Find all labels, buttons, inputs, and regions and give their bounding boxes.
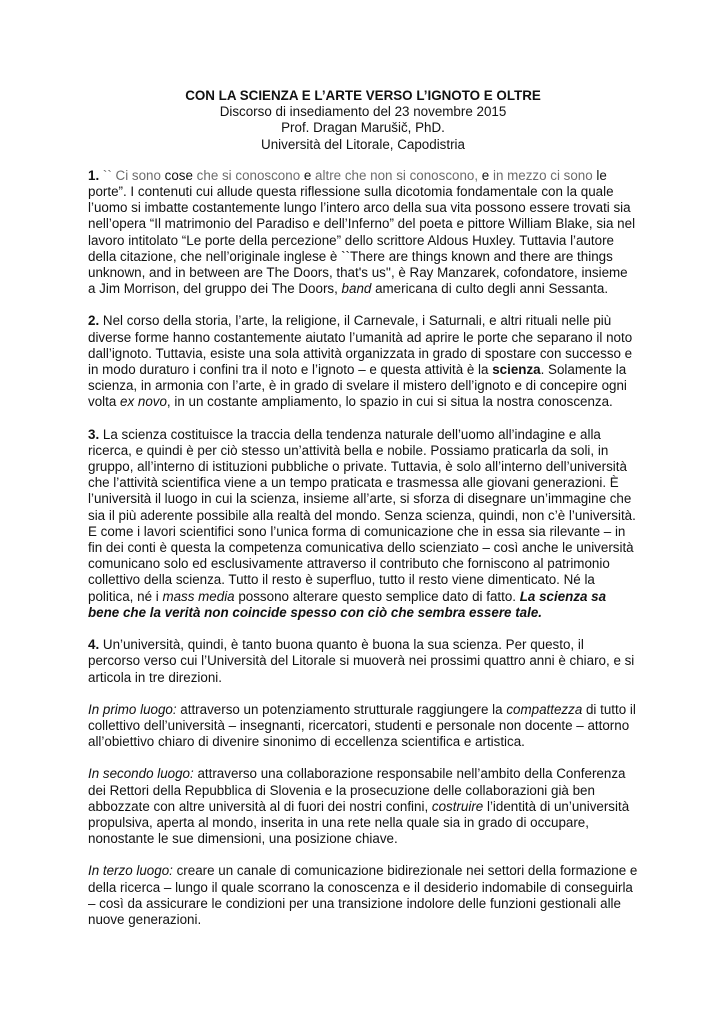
paragraph-2 (88, 313, 638, 410)
paragraph-text: Nel corso della storia, l’arte, la religione, il Carnevale, i Saturnali, e altri rituali nelle più diverse forme hanno costantemente aiutato l’umanità ad aprire le porte che separano il noto dall’ignoto. Tuttavia, esiste una sola attività organizzata in grado di spostare con successo e in modo duraturo i confini tra il noto e l’ignoto – e questa attività è la (88, 313, 633, 378)
bold-italic-text: La scienza sa bene che la verità non coincide spesso con ciò che sembra essere tale. (88, 588, 607, 620)
lead-in: In primo luogo: (88, 701, 177, 717)
quote-text: le porte (88, 167, 607, 200)
italic-text: mass media (162, 588, 235, 604)
paragraph-text: attraverso una collaborazione responsabile nell’ambito della Conferenza dei Rettori della Repubblica di Slovenia e la prosecuzione delle collaborazioni già ben abbozzate con altre università al di fuori dei nostri confini, (88, 766, 626, 814)
document-subtitle: Discorso di insediamento del 23 novembre 2015 (219, 104, 507, 120)
italic-text: ex novo (120, 394, 167, 410)
lead-in: In secondo luogo: (88, 766, 194, 782)
paragraph-number: 1. (88, 167, 100, 183)
quote-text: `` Ci sono (99, 167, 165, 183)
paragraph-text: possono alterare questo semplice dato di fatto. (234, 588, 520, 604)
quote-text: e (303, 167, 312, 183)
italic-text: costruire (431, 798, 484, 814)
italic-text: band (341, 281, 372, 297)
paragraph-text: l’identità di un’università propulsiva, aperta al mondo, inserita in una rete nella quale sia in grado di occupare, nonostante le sue dimensioni, una posizione chiave. (88, 798, 630, 847)
paragraph-text: di tutto il collettivo dell’università – insegnanti, ricercatori, studenti e personale non docente – attorno all’obiettivo chiaro di divenire sinonimo di eccellenza scientifica e artistica. (88, 701, 636, 750)
paragraph-text: attraverso un potenziamento strutturale raggiungere la (176, 701, 507, 717)
paragraph-6 (88, 766, 638, 847)
document-affiliation: Università del Litorale, Capodistria (261, 136, 465, 152)
quote-text: cose (164, 167, 193, 183)
paragraph-text: Un’università, quindi, è tanto buona quanto è buona la sua scienza. Per questo, il percorso verso cui l’Università del Litorale si muoverà nei prossimi quattro anni è chiaro, e si articola in tre direzioni. (88, 637, 635, 685)
paragraph-text: ”. I contenuti cui allude questa riflessione sulla dicotomia fondamentale con la quale l’uomo si imbatte costantemente lungo l’intero arco della sua vita possono essere trovati sia nell’opera “Il matrimonio del Paradiso e dell’Inferno” del poeta e pittore William Blake, sia nel lavoro intitolato “Le porte della percezione” dello scrittore Aldous Huxley. Tuttavia l’autore della citazione, che nell’originale inglese è ``There are things known and there are things unknown, and in between are The Doors, that's us'', è Ray Manzarek, cofondatore, insieme a Jim Morrison, del gruppo dei The Doors, (88, 184, 636, 297)
paragraph-text: , in un costante ampliamento, lo spazio in cui si situa la nostra conoscenza. (166, 394, 613, 410)
paragraph-number: 2. (88, 313, 100, 329)
paragraph-text: americana di culto degli anni Sessanta. (371, 281, 609, 297)
paragraph-7 (88, 863, 638, 928)
paragraph-number: 4. (88, 637, 100, 653)
bold-text: scienza (492, 362, 541, 378)
italic-text: compattezza (506, 701, 583, 717)
paragraph-number: 3. (88, 426, 100, 442)
paragraph-5 (88, 702, 638, 751)
quote-text: in mezzo ci sono (489, 167, 597, 183)
document-header (88, 88, 638, 153)
quote-text: e (481, 167, 490, 183)
lead-in: In terzo luogo: (88, 863, 173, 879)
quote-text: altre che non si conoscono, (311, 167, 482, 183)
paragraph-3 (88, 427, 638, 621)
paragraph-text: La scienza costituisce la traccia della tendenza naturale dell’uomo all’indagine e alla ricerca, e quindi è per ciò stesso un’attività bella e nobile. Possiamo praticarla da soli, in gruppo, all’interno di istituzioni pubbliche o private. Tuttavia, è solo all’interno dell’università che l’attività scientifica viene a un tempo praticata e trasmessa alle giovani generazioni. È l’università il luogo in cui la scienza, insieme all’arte, si sforza di disegnare un’immagine che sia il più aderente possibile alla realtà del mondo. Senza scienza, quindi, non c’è l’università. E come i lavori scientifici sono l’unica forma di comunicazione che in essa sia rilevante – in fin dei conti è questa la competenza comunicativa dello scienziato – così anche le università comunicano solo ed esclusivamente attraverso il contributo che forniscono al patrimonio collettivo della scienza. Tutto il resto è superfluo, tutto il resto viene dimenticato. Né la politica, né i (88, 426, 636, 604)
paragraph-1 (88, 168, 638, 298)
quote-text: che si conoscono (192, 167, 304, 183)
paragraph-text: . Solamente la scienza, in armonia con l’arte, è in grado di svelare il mistero dell’ignoto e di concepire ogni volta (88, 362, 627, 410)
document-title: CON LA SCIENZA E L’ARTE VERSO L’IGNOTO E OLTRE (185, 88, 541, 103)
paragraph-4 (88, 637, 638, 686)
document-author: Prof. Dragan Marušič, PhD. (281, 120, 445, 136)
paragraph-text: creare un canale di comunicazione bidirezionale nei settori della formazione e della ricerca – lungo il quale scorrano la conoscenza e il desiderio indomabile di conseguirla – così da assicurare le condizioni per una transizione indolore delle funzioni gestionali alle nuove generazioni. (88, 863, 638, 927)
